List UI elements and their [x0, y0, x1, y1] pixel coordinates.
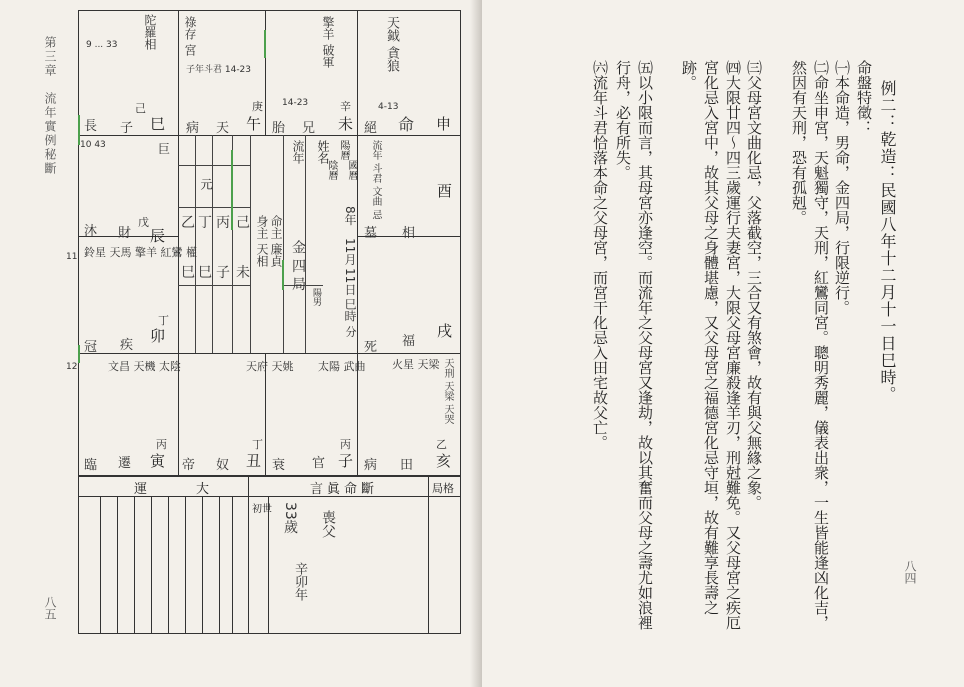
palace-note-shen: 4-13: [378, 102, 399, 112]
chapter-heading: 第三章 流年實例秘斷: [43, 36, 57, 176]
palace-stars-wu: 祿存 宮: [183, 16, 197, 56]
bazi-year-stem: 己: [236, 215, 250, 231]
paragraph-2: ㈡命坐申宮，天魁獨守，天刑，紅鸞同宮。聰明秀麗，儀表出衆，一生皆能逢凶化吉，然因有天刑，恐有孤剋。: [790, 60, 830, 630]
palace-label-xu-right: 福: [402, 334, 416, 349]
palace-stars-zi: 太陽 武曲: [318, 360, 366, 373]
hand-age: 33歲: [282, 502, 298, 534]
palace-branch-chen: 辰: [150, 227, 166, 245]
right-page: [482, 0, 964, 687]
palace-stem-yin: 丙: [156, 438, 167, 451]
bazi-month-branch: 子: [216, 265, 230, 281]
element-box: 金 四 局: [290, 240, 306, 291]
palace-branch-hai: 亥: [436, 452, 452, 470]
body-master: 身主 天相: [255, 215, 269, 267]
palace-stars-chou: 天府 天姚: [246, 360, 294, 373]
paragraph-1: ㈠本命造，男命，金四局，行限逆行。: [833, 60, 851, 315]
bazi-year-branch: 未: [236, 265, 250, 281]
bazi-day-stem: 丁: [198, 215, 212, 231]
palace-stem-mao: 丁: [158, 314, 169, 327]
palace-label-chen-left: 沐: [84, 224, 98, 239]
palace-label-hai-left: 病: [364, 458, 378, 473]
palace-branch-wei: 未: [338, 115, 354, 133]
palace-label-mao-left: 冠: [84, 340, 98, 355]
hand-event: 喪父: [320, 510, 336, 538]
palace-branch-zi: 子: [338, 452, 354, 470]
birth-hour: 巳時: [343, 298, 357, 322]
palace-stars-si: 陀羅相: [143, 14, 157, 50]
palace-note-mao: 11: [66, 252, 78, 262]
palace-label-shen-left: 絕: [364, 121, 378, 136]
bazi-month-stem: 丙: [216, 215, 230, 231]
palace-stars-hai: 天刑 天梁 天哭: [442, 358, 453, 425]
hand-year: 辛卯年: [292, 562, 307, 601]
palace-label-xu-left: 死: [364, 340, 378, 355]
calendar-label-lunar: 陰曆: [326, 160, 337, 180]
palace-note-chen: 10 43: [80, 140, 106, 150]
palace-label-zi-left: 衰: [272, 458, 286, 473]
life-master: 命主 廉貞: [269, 215, 283, 267]
bazi-hour-branch: 巳: [181, 265, 195, 281]
palace-label-mao-right: 疾: [120, 338, 134, 353]
palace-note-yin: 12: [66, 362, 78, 372]
palace-label-hai-right: 田: [400, 458, 414, 473]
bazi-label: 元: [199, 178, 213, 190]
palace-label-si-left: 長: [84, 119, 98, 134]
palace-note-si: 9 ... 33: [86, 40, 118, 50]
palace-branch-wu: 午: [246, 115, 262, 133]
palace-stars-you: 流年 斗君 文曲 忌: [370, 140, 381, 220]
palace-branch-yin: 寅: [150, 452, 166, 470]
birth-minute: 分: [344, 326, 357, 337]
paragraph-4: ㈣大限廿四～四三歲運行夫妻宮，大限父母宮廉殺逢羊刃，刑尅難免。又父母宮之疾厄宮化忌入宮中，故其父母之身體堪慮，又父母宮之福德宮化忌守垣，故有難享長壽之跡。: [680, 60, 742, 630]
palace-label-chen-right: 財: [118, 226, 132, 241]
palace-branch-shen: 申: [436, 115, 452, 133]
bottom-table-header-left: 運 大: [134, 482, 228, 497]
palace-branch-mao: 卯: [150, 327, 166, 345]
center-calendar-note: 流年: [291, 140, 305, 164]
palace-stars-mao: 鈴星 天馬 擎羊 紅鸞 權: [84, 246, 197, 259]
palace-branch-si: 巳: [150, 115, 166, 133]
palace-stem-wei: 辛: [340, 100, 351, 113]
palace-stars-wei: 擎羊 破軍: [321, 16, 335, 68]
palace-stem-chou: 丁: [252, 438, 263, 451]
yin-yang: 陽男: [311, 288, 321, 306]
chart-features-label: 命盤特徵：: [855, 60, 873, 135]
left-page-number: 八五: [43, 596, 57, 620]
palace-label-si-right: 子: [120, 121, 134, 136]
palace-stars-yin: 文昌 天機 太陰: [108, 360, 181, 373]
birth-month: 11月: [343, 238, 357, 266]
right-page-number: 八四: [903, 560, 917, 584]
palace-label-wei-right: 兄: [302, 121, 316, 136]
palace-label-wei-left: 胎: [272, 121, 286, 136]
palace-stem-hai: 乙: [436, 438, 447, 451]
palace-stars-shen: 天鉞 貪狼: [384, 16, 399, 73]
palace-stem-chen: 戊: [138, 216, 149, 229]
palace-label-wu-left: 天: [216, 121, 230, 136]
palace-label-shen-right: 命: [398, 115, 415, 134]
palace-branch-xu: 戌: [437, 322, 453, 340]
paragraph-5: ㈤以小限而言，其母宮亦逢空。而流年之父母宮又逢劫，故以其奮而父母之壽尤如浪裡行舟，必有所失。: [614, 60, 654, 630]
palace-label-you-right: 相: [402, 226, 416, 241]
birth-day: 11日: [343, 268, 357, 296]
palace-label-yin-left: 臨: [84, 458, 98, 473]
palace-label-wu-right: 病: [186, 121, 200, 136]
example-title: 例二：乾造：民國八年十二月十一日巳時。: [878, 80, 897, 403]
palace-label-chou-left: 帝: [182, 458, 196, 473]
palace-stem-zi: 丙: [340, 438, 351, 451]
palace-label-yin-right: 遷: [118, 456, 132, 471]
palace-label-chou-right: 奴: [216, 458, 230, 473]
birth-year: 8年: [343, 206, 357, 226]
palace-note-wu: 子年斗君 14-23: [186, 65, 252, 75]
calendar-label-solar: 陽曆: [338, 140, 349, 160]
palace-stars-xu: 火星 天梁: [392, 358, 440, 371]
bazi-hour-stem: 乙: [181, 215, 195, 231]
paragraph-6: ㈥流年斗君恰落本命之父母宮，而宮干化忌入田宅故父亡。: [591, 60, 609, 450]
bottom-table-header-right: 局格: [432, 482, 454, 495]
center-name-label: 姓名: [316, 140, 330, 164]
palace-stem-wu: 庚: [252, 100, 263, 113]
bottom-table-first-entry: 初世: [252, 504, 272, 515]
palace-note-wei: 14-23: [282, 98, 309, 108]
palace-label-you-left: 墓: [364, 226, 378, 241]
paragraph-3: ㈢父母宮文曲化忌，父落截空，三合又有煞會，故有與父無緣之象。: [745, 60, 763, 510]
calendar-label-national: 國曆: [346, 160, 357, 180]
palace-branch-chou: 丑: [246, 452, 262, 470]
bazi-day-branch: 巳: [198, 265, 212, 281]
palace-branch-you: 酉: [437, 182, 453, 200]
palace-stem-si: 己: [135, 102, 146, 115]
bottom-table-header-mid: 言眞命斷: [310, 482, 379, 497]
palace-stars-chen: 巨: [158, 142, 171, 156]
palace-label-zi-right: 官: [312, 456, 326, 471]
